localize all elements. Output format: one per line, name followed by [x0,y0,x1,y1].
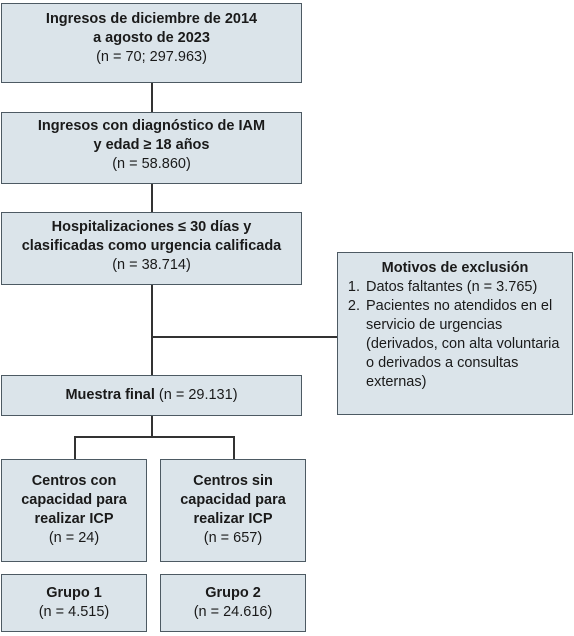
ingresos-title-line1: Ingresos de diciembre de 2014 [45,11,258,27]
box-hosp [1,212,302,285]
connector-split-horizontal [74,436,234,438]
exclusion-item: 2. Pacientes no atendidos en el servicio de urgencias (derivados, con alta voluntaria o derivados a consultas externas) [364,297,564,392]
box-exclusion [337,252,573,415]
box-con-icp [1,459,147,562]
connector-ingresos-iam [151,83,153,112]
exclusion-list [346,278,564,392]
hosp-title-line1: Hospitalizaciones ≤ 30 días y [51,219,252,235]
box-grupo1 [1,574,147,632]
con-icp-count: (n = 24) [48,530,100,546]
sin-icp-count: (n = 657) [203,530,263,546]
connector-split-left [74,436,76,459]
box-sin-icp [160,459,306,562]
ingresos-title-line2: a agosto de 2023 [93,30,210,46]
connector-hosp-muestra [151,285,153,375]
con-icp-line3: realizar ICP [34,511,114,527]
con-icp-line1: Centros con [31,473,117,489]
sin-icp-line3: realizar ICP [193,511,273,527]
grupo2-count: (n = 24.616) [193,604,273,620]
sin-icp-line1: Centros sin [193,473,273,489]
box-muestra [1,375,302,416]
iam-title-line1: Ingresos con diagnóstico de IAM [37,118,266,134]
connector-muestra-split [151,416,153,437]
box-iam [1,112,302,184]
exclusion-item: 1. Datos faltantes (n = 3.765) [364,278,564,297]
exclusion-title: Motivos de exclusión [381,260,529,276]
hosp-title-line2: clasificadas como urgencia calificada [21,238,282,254]
con-icp-line2: capacidad para [21,492,127,508]
ingresos-count: (n = 70; 297.963) [96,49,207,65]
grupo2-title: Grupo 2 [205,585,261,601]
grupo1-count: (n = 4.515) [38,604,110,620]
grupo1-title: Grupo 1 [46,585,102,601]
iam-count: (n = 58.860) [112,156,191,172]
sin-icp-line2: capacidad para [180,492,286,508]
connector-split-right [233,436,235,459]
muestra-title: Muestra final [65,387,155,403]
hosp-count: (n = 38.714) [112,257,191,273]
box-grupo2 [160,574,306,632]
connector-to-exclusion [151,336,337,338]
muestra-count: (n = 29.131) [158,387,238,403]
box-ingresos [1,3,302,83]
iam-title-line2: y edad ≥ 18 años [93,137,210,153]
connector-iam-hosp [151,184,153,212]
